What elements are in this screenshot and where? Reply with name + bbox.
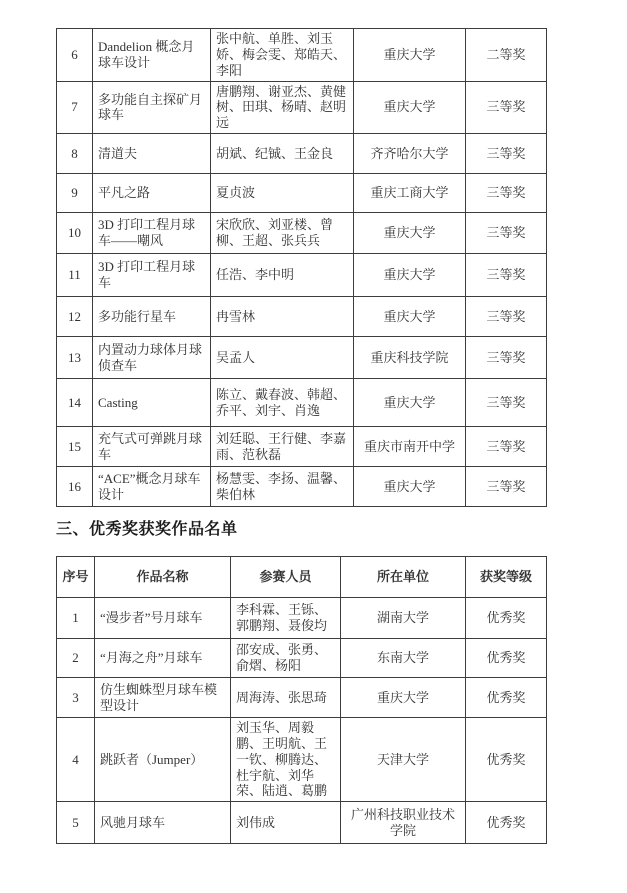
members-cell: 唐鹏翔、谢亚杰、黄健树、田琪、杨晴、赵明远 [211, 81, 354, 134]
table-header-row [57, 557, 547, 598]
work-name-cell: “月海之舟”月球车 [95, 639, 231, 678]
work-name-cell: Dandelion 概念月球车设计 [93, 29, 211, 82]
serial-cell: 14 [57, 379, 93, 427]
members-cell: 刘伟成 [231, 802, 341, 844]
members-cell: 张中航、单胜、刘玉娇、梅会雯、郑皓天、李阳 [211, 29, 354, 82]
table-row [57, 598, 547, 639]
work-name-cell: 跳跃者（Jumper） [95, 718, 231, 802]
header-work-name: 作品名称 [95, 557, 231, 598]
header-org: 所在单位 [341, 557, 466, 598]
work-name-cell: 内置动力球体月球侦查车 [93, 337, 211, 379]
award-cell: 优秀奖 [466, 802, 547, 844]
award-cell: 优秀奖 [466, 598, 547, 639]
award-cell: 三等奖 [466, 337, 547, 379]
table-row [57, 639, 547, 678]
work-name-cell: Casting [93, 379, 211, 427]
award-cell: 三等奖 [466, 379, 547, 427]
members-cell: 李科霖、王铄、郭鹏翔、聂俊均 [231, 598, 341, 639]
award-cell: 三等奖 [466, 254, 547, 297]
serial-cell: 12 [57, 297, 93, 337]
header-members: 参赛人员 [231, 557, 341, 598]
header-award: 获奖等级 [466, 557, 547, 598]
org-cell: 重庆大学 [354, 297, 466, 337]
serial-cell: 10 [57, 213, 93, 254]
members-cell: 吴孟人 [211, 337, 354, 379]
serial-cell: 5 [57, 802, 95, 844]
serial-cell: 9 [57, 174, 93, 213]
award-cell: 三等奖 [466, 213, 547, 254]
table-row [57, 379, 547, 427]
serial-cell: 8 [57, 134, 93, 174]
org-cell: 重庆科技学院 [354, 337, 466, 379]
work-name-cell: “ACE”概念月球车设计 [93, 467, 211, 507]
work-name-cell: 多功能行星车 [93, 297, 211, 337]
members-cell: 刘廷聪、王行健、李嘉雨、范秋磊 [211, 427, 354, 467]
serial-cell: 3 [57, 678, 95, 718]
table-row [57, 81, 547, 134]
header-serial: 序号 [57, 557, 95, 598]
org-cell: 东南大学 [341, 639, 466, 678]
members-cell: 杨慧雯、李扬、温馨、柴伯林 [211, 467, 354, 507]
table-row [57, 134, 547, 174]
serial-cell: 2 [57, 639, 95, 678]
members-cell: 冉雪林 [211, 297, 354, 337]
table-row [57, 297, 547, 337]
org-cell: 重庆大学 [354, 81, 466, 134]
award-cell: 三等奖 [466, 297, 547, 337]
org-cell: 重庆大学 [341, 678, 466, 718]
table-row [57, 467, 547, 507]
table-row [57, 802, 547, 844]
work-name-cell: 风驰月球车 [95, 802, 231, 844]
award-cell: 优秀奖 [466, 718, 547, 802]
award-cell: 三等奖 [466, 81, 547, 134]
members-cell: 宋欣欣、刘亚楼、曾柳、王超、张兵兵 [211, 213, 354, 254]
members-cell: 邵安成、张勇、俞熠、杨阳 [231, 639, 341, 678]
award-cell: 优秀奖 [466, 678, 547, 718]
table-row [57, 254, 547, 297]
org-cell: 重庆工商大学 [354, 174, 466, 213]
award-cell: 二等奖 [466, 29, 547, 82]
table-row [57, 337, 547, 379]
serial-cell: 11 [57, 254, 93, 297]
org-cell: 重庆大学 [354, 379, 466, 427]
table-row [57, 213, 547, 254]
serial-cell: 4 [57, 718, 95, 802]
org-cell: 齐齐哈尔大学 [354, 134, 466, 174]
members-cell: 胡斌、纪铖、王金良 [211, 134, 354, 174]
table-row [57, 174, 547, 213]
table-row [57, 29, 547, 82]
members-cell: 陈立、戴春波、韩超、乔平、刘宇、肖逸 [211, 379, 354, 427]
serial-cell: 7 [57, 81, 93, 134]
org-cell: 重庆大学 [354, 467, 466, 507]
work-name-cell: 仿生蜘蛛型月球车模型设计 [95, 678, 231, 718]
work-name-cell: 清道夫 [93, 134, 211, 174]
table-row [57, 427, 547, 467]
org-cell: 广州科技职业技术学院 [341, 802, 466, 844]
members-cell: 任浩、李中明 [211, 254, 354, 297]
serial-cell: 1 [57, 598, 95, 639]
serial-cell: 16 [57, 467, 93, 507]
serial-cell: 13 [57, 337, 93, 379]
org-cell: 天津大学 [341, 718, 466, 802]
serial-cell: 6 [57, 29, 93, 82]
work-name-cell: 多功能自主探矿月球车 [93, 81, 211, 134]
award-cell: 三等奖 [466, 467, 547, 507]
award-cell: 三等奖 [466, 134, 547, 174]
section-title: 三、优秀奖获奖作品名单 [56, 521, 238, 538]
org-cell: 湖南大学 [341, 598, 466, 639]
award-cell: 三等奖 [466, 174, 547, 213]
serial-cell: 15 [57, 427, 93, 467]
org-cell: 重庆大学 [354, 254, 466, 297]
org-cell: 重庆大学 [354, 213, 466, 254]
excellence-award-table [56, 556, 547, 844]
award-cell: 三等奖 [466, 427, 547, 467]
work-name-cell: 平凡之路 [93, 174, 211, 213]
work-name-cell: 充气式可弹跳月球车 [93, 427, 211, 467]
work-name-cell: 3D 打印工程月球车——嘲风 [93, 213, 211, 254]
work-name-cell: “漫步者”号月球车 [95, 598, 231, 639]
members-cell: 夏贞波 [211, 174, 354, 213]
members-cell: 周海涛、张思琦 [231, 678, 341, 718]
members-cell: 刘玉华、周毅鹏、王明航、王一钦、柳腾达、杜宇航、刘华荣、陆逍、葛鹏 [231, 718, 341, 802]
table-row [57, 678, 547, 718]
org-cell: 重庆市南开中学 [354, 427, 466, 467]
prize-winners-table [56, 28, 547, 507]
work-name-cell: 3D 打印工程月球车 [93, 254, 211, 297]
org-cell: 重庆大学 [354, 29, 466, 82]
award-cell: 优秀奖 [466, 639, 547, 678]
table-row [57, 718, 547, 802]
